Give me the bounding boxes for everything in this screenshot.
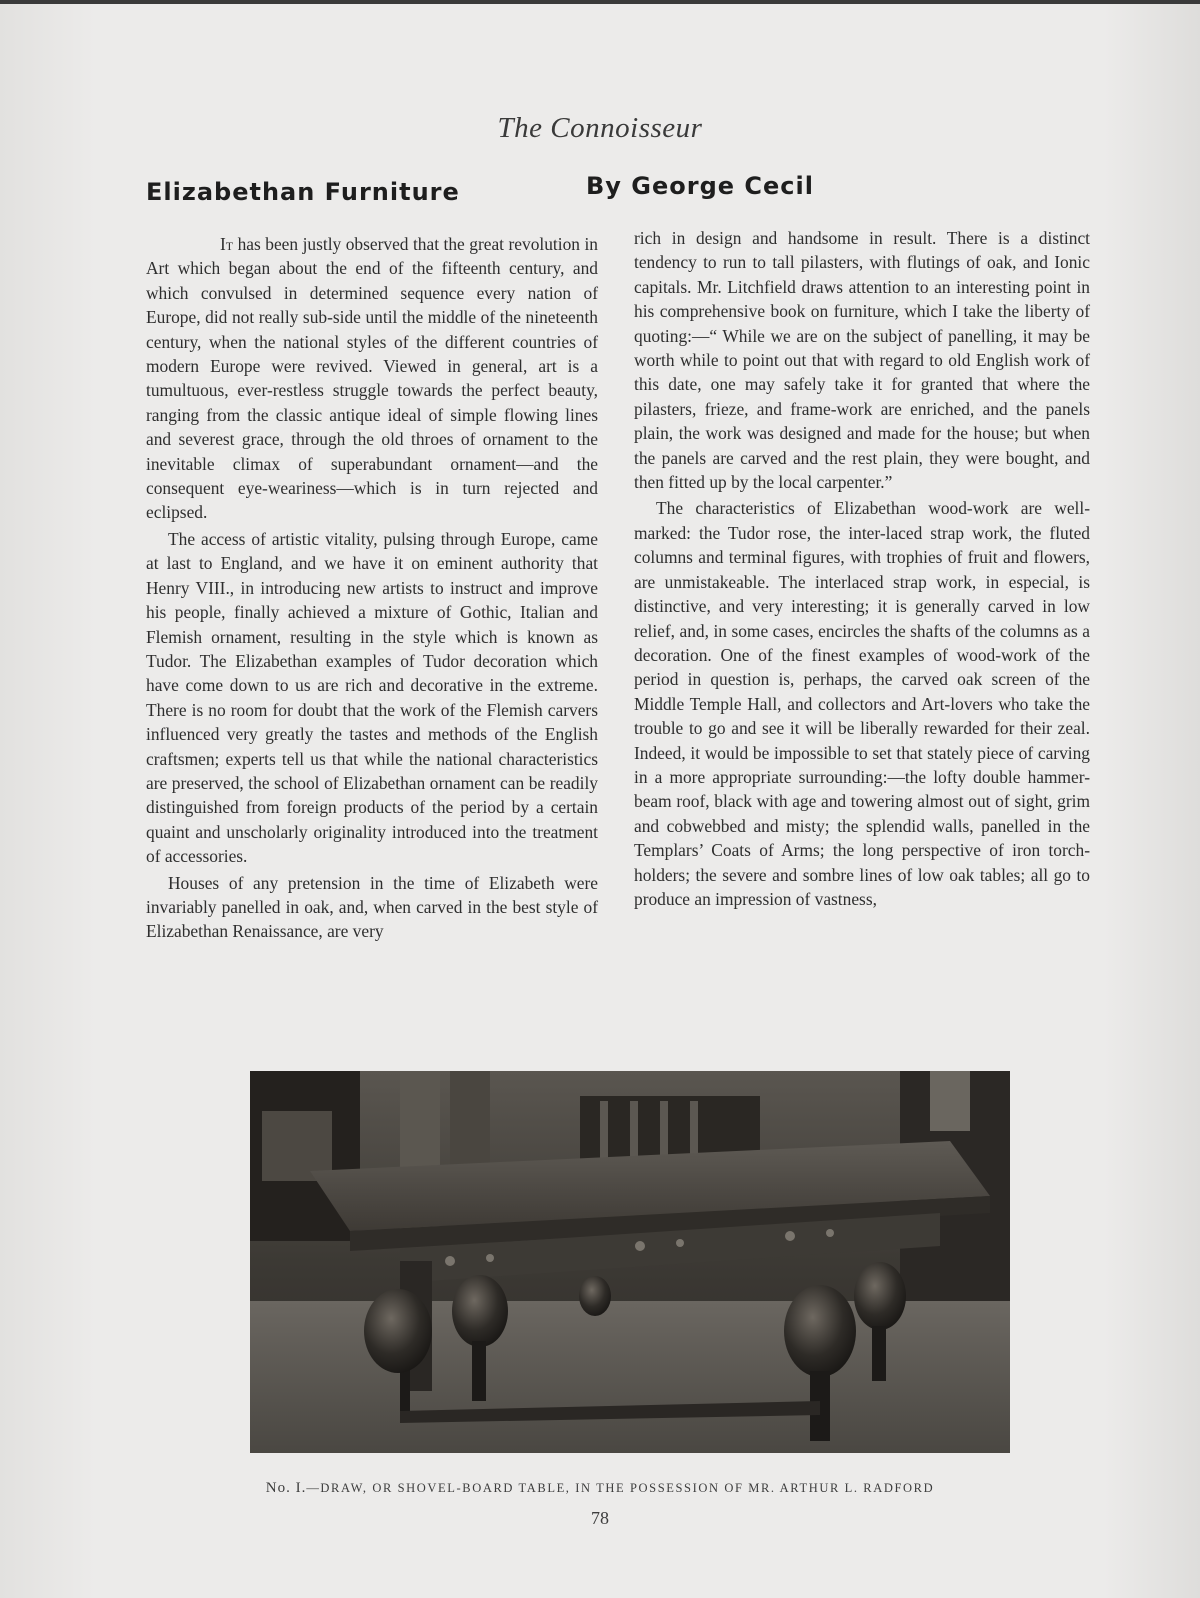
caption-text: —DRAW, OR SHOVEL-BOARD TABLE, IN THE POSSESSION OF MR. ARTHUR L. RADFORD — [306, 1481, 935, 1495]
paragraph-text: has been justly observed that the great revolution in Art which began about the end of the fifteenth century, and which convulsed in determined sequence every nation of Europe, did not really sub-side until the middle of the nineteenth century, when the national styles of the different countries of modern Europe were revived. Viewed in general, art is a tumultuous, ever-restless struggle towards the perfect beauty, ranging from the classic antique ideal of simple flowing lines and severest grace, through the old throes of ornament to the inevitable climax of superabundant ornament—and the consequent eye-weariness—which is in turn rejected and eclipsed. — [146, 234, 598, 523]
paragraph: The access of artistic vitality, pulsing through Europe, came at last to England, and we have it on eminent authority that Henry VIII., in introducing new artists to instruct and improve his people, finally achieved a mixture of Gothic, Italian and Flemish ornament, resulting in the style which is known as Tudor. The Elizabethan examples of Tudor decoration which have come down to us are rich and decorative in the extreme. There is no room for doubt that the work of the Flemish carvers influenced very greatly the tastes and methods of the English craftsmen; experts tell us that while the national characteristics are preserved, the school of Elizabethan ornament can be readily distinguished from foreign products of the period by a certain quaint and unscholarly originality introduced into the treatment of accessories. — [146, 528, 598, 867]
caption-number: No. I. — [265, 1480, 307, 1496]
paragraph — [146, 232, 598, 525]
drop-word: It — [220, 234, 234, 254]
paragraph: Houses of any pretension in the time of Elizabeth were invariably panelled in oak, and, when carved in the best style of Elizabethan Renaissance, are very — [146, 872, 598, 942]
running-head: The Connoisseur — [497, 112, 703, 144]
photo-illustration — [250, 1071, 1010, 1453]
figure-caption — [0, 1480, 1200, 1497]
paragraph: The characteristics of Elizabethan wood-work are well-marked: the Tudor rose, the inter-laced strap work, the fluted columns and terminal figures, with trophies of fruit and flowers, are unmistakeable. The interlaced strap work, in especial, is distinctive, and very interesting; it is generally carved in low relief, and, in some cases, encircles the shafts of the columns as a decoration. One of the finest examples of wood-work of the period in question is, perhaps, the carved oak screen of the Middle Temple Hall, and collectors and Art-lovers who take the trouble to go and see it will be liberally rewarded for their zeal. Indeed, it would be impossible to set that stately piece of carving in a more appropriate surrounding:—the lofty double hammer-beam roof, black with age and towering almost out of sight, grim and cobwebbed and misty; the splendid walls, panelled in the Templars’ Coats of Arms; the long perspective of iron torch-holders; the severe and sombre lines of low oak tables; all go to produce an impression of vastness, — [634, 498, 1090, 909]
page-number: 78 — [591, 1508, 609, 1528]
text-column-left — [146, 232, 598, 944]
article-byline: By George Cecil — [586, 172, 814, 200]
text-column-right — [634, 226, 1090, 911]
top-rule — [0, 0, 1200, 4]
table-photograph — [250, 1071, 1010, 1453]
article-title: Elizabethan Furniture — [146, 178, 460, 206]
paragraph: rich in design and handsome in result. There is a distinct tendency to run to tall pilasters, with flutings of oak, and Ionic capitals. Mr. Litchfield draws attention to an interesting point in his comprehensive book on furniture, which I take the liberty of quoting:—“ While we are on the subject of panelling, it may be worth while to point out that with regard to old English work of this date, one may safely take it for granted that where the pilasters, frieze, and frame-work are enriched, and the panels plain, the work was designed and made for the house; but when the panels are carved and the rest plain, they were bought, and then fitted up by the local carpenter.” — [634, 228, 1090, 493]
article-header — [146, 172, 846, 212]
